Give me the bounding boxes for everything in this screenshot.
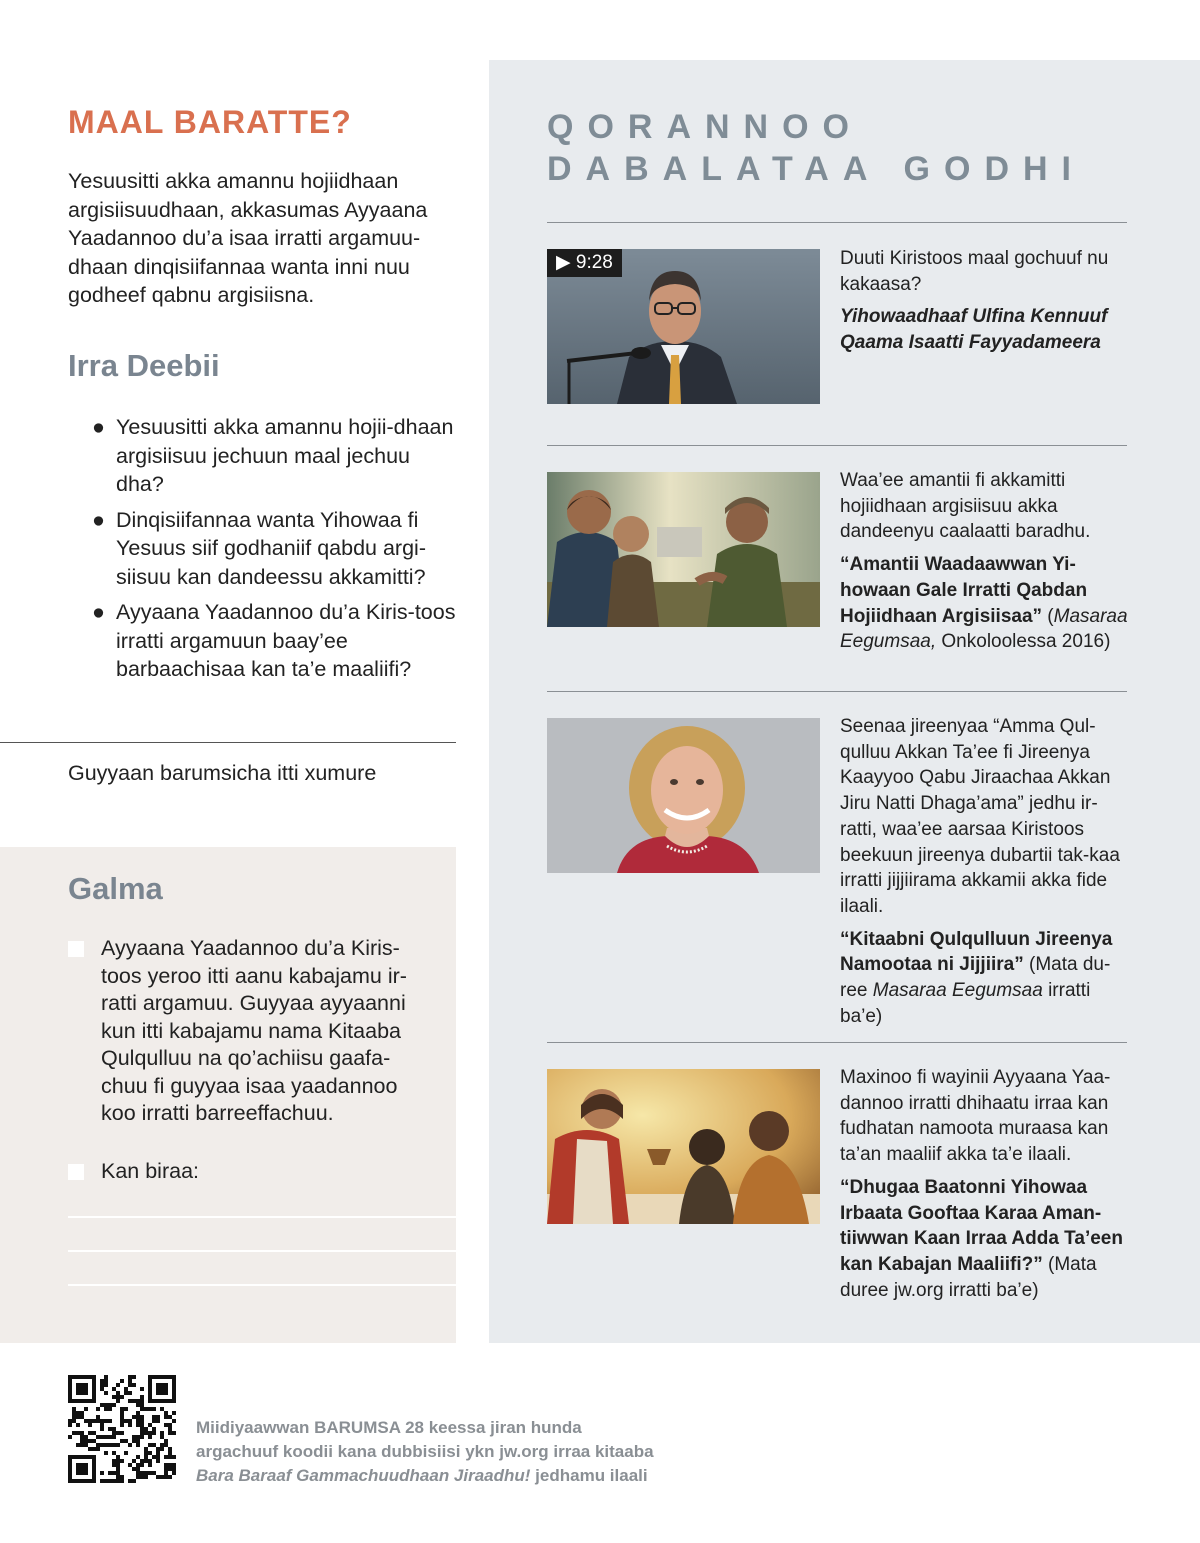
entry-description: Waa’ee amantii fi akkamitti hojiidhaan argisiisuu akka dandeenyu caalaatti baradhu. (840, 470, 1091, 543)
review-question (92, 413, 462, 499)
divider (547, 1042, 1127, 1043)
entry-link-title[interactable]: Yihowaadhaaf Ulfina Kennuuf Qaama Isaatti Fayyadameera (840, 306, 1108, 354)
other-goal-checkbox[interactable] (68, 1164, 84, 1180)
entry-description: Duuti Kiristoos maal gochuuf nu kakaasa? (840, 248, 1109, 295)
further-study-entry-3 (840, 714, 1130, 1036)
bullet-icon: ● (92, 600, 105, 624)
review-question-list (92, 413, 462, 691)
entry-description: Seenaa jireenyaa “Amma Qul-qulluu Akkan Ta’ee fi Jireenya Kaayyoo Qabu Jiraachaa Akkan Jiru Natti Dhaga’ama” jedhu ir-ratti, waa’ee aarsaa Kiristoos beekuun jireenya dubartii tak-kaa irratti jijjiirama akkamii akka fide ilaali. (840, 716, 1120, 917)
footer-note (196, 1416, 654, 1488)
question-text: Dinqisiifannaa wanta Yihowaa fi Yesuus siif godhaniif qabdu argi-siisuu kan dandeessu akkamitti? (116, 507, 426, 589)
divider (547, 691, 1127, 692)
entry-reference (840, 927, 1130, 1030)
entry-reference (840, 1175, 1130, 1304)
entry-link-title[interactable]: “Amantii Waadaawwan Yi-howaan Gale Irratti Qabdan Hojiidhaan Argisiisaa” (840, 554, 1088, 627)
title-line-1: QORANNOO (547, 108, 863, 146)
qr-code[interactable] (68, 1375, 176, 1488)
entry-source-open: (Mata du-ree (840, 954, 1111, 1002)
bullet-icon: ● (92, 415, 105, 439)
entry-source-suffix: irratti ba’e) (840, 980, 1091, 1027)
illustration-men-talking (547, 472, 820, 627)
further-study-entry-4 (840, 1065, 1130, 1310)
bullet-icon: ● (92, 507, 105, 532)
further-study-entry-2 (840, 468, 1130, 662)
illustration-lords-evening-meal (547, 1069, 820, 1224)
write-line[interactable] (68, 1250, 456, 1252)
goal-checkbox[interactable] (68, 941, 84, 957)
question-text: Yesuusitti akka amannu hojii-dhaan argisiisuu jechuun maal jechuu dha? (116, 415, 454, 496)
book-title: Bara Baraaf Gammachuudhaan Jiraadhu! (196, 1466, 531, 1485)
question-text: Ayyaana Yaadannoo du’a Kiris-toos irratti argamuun baay’ee barbaachisaa kan ta’e maaliifi? (116, 600, 456, 681)
video-duration-badge: ▶ 9:28 (547, 249, 622, 277)
completion-date-label: Guyyaan barumsicha itti xumure (68, 761, 377, 785)
divider (547, 445, 1127, 446)
photo-smiling-woman (547, 718, 820, 873)
review-question (92, 506, 462, 592)
write-line[interactable] (68, 1216, 456, 1218)
review-heading: Irra Deebii (68, 348, 220, 383)
review-question (92, 598, 462, 684)
entry-source-open: ( (1042, 605, 1054, 627)
footer-line-3 (196, 1464, 654, 1488)
footer-line-2: argachuuf koodii kana dubbisiisi ykn jw.org irraa kitaaba (196, 1442, 654, 1461)
intro-paragraph: Yesuusitti akka amannu hojiidhaan argisiisuudhaan, akkasumas Ayyaana Yaadannoo du’a isaa irratti argamuu-dhaan dinqisiifannaa wanta inni nuu godheef qabnu argisiisna. (68, 169, 428, 307)
further-study-entry-1 (840, 246, 1130, 363)
goal-text: Ayyaana Yaadannoo du’a Kiris-toos yeroo itti aanu kabajamu ir-ratti argamuu. Guyyaa ayyaanni kun itti kabajamu nama Kitaaba Qulqulluu na qo’achiisu gaafa-chuu fi guyyaa isaa yaadannoo koo irratti barreeffachuu. (101, 936, 407, 1125)
entry-description: Maxinoo fi wayinii Ayyaana Yaa-dannoo irratti dhihaatu irraa kan fudhatan namoota muraasa kan ta’an maaliif akka ta’e ilaali. (840, 1067, 1111, 1166)
entry-source: Masaraa Eegumsaa, (840, 605, 1128, 653)
title-line-2: DABALATAA GODHI (547, 150, 1085, 188)
section-heading-what-you-learned: MAAL BARATTE? (68, 104, 352, 140)
further-study-title (547, 106, 1085, 190)
divider (547, 222, 1127, 223)
other-goal-label: Kan biraa: (101, 1159, 200, 1183)
entry-link-title[interactable]: “Kitaabni Qulqulluun Jireenya Namootaa ni Jijjiira” (840, 928, 1113, 976)
entry-link-title[interactable]: “Dhugaa Baatonni Yihowaa Irbaata Gooftaa Karaa Aman-tiiwwan Kaan Irraa Adda Ta’een kan Kabajan Maaliifi?” (840, 1176, 1123, 1275)
write-line[interactable] (68, 1284, 456, 1286)
footer-line-3-rest: jedhamu ilaali (530, 1466, 648, 1485)
entry-source-suffix: (Mata duree jw.org irratti ba’e) (840, 1253, 1097, 1301)
footer-line-1: Miidiyaawwan BARUMSA 28 keessa jiran hunda (196, 1418, 582, 1437)
divider (0, 742, 456, 743)
entry-source-date: Onkoloolessa 2016) (936, 631, 1111, 653)
entry-source: Masaraa Eegumsaa (872, 980, 1043, 1002)
entry-reference (840, 552, 1130, 655)
goal-heading: Galma (68, 871, 163, 906)
